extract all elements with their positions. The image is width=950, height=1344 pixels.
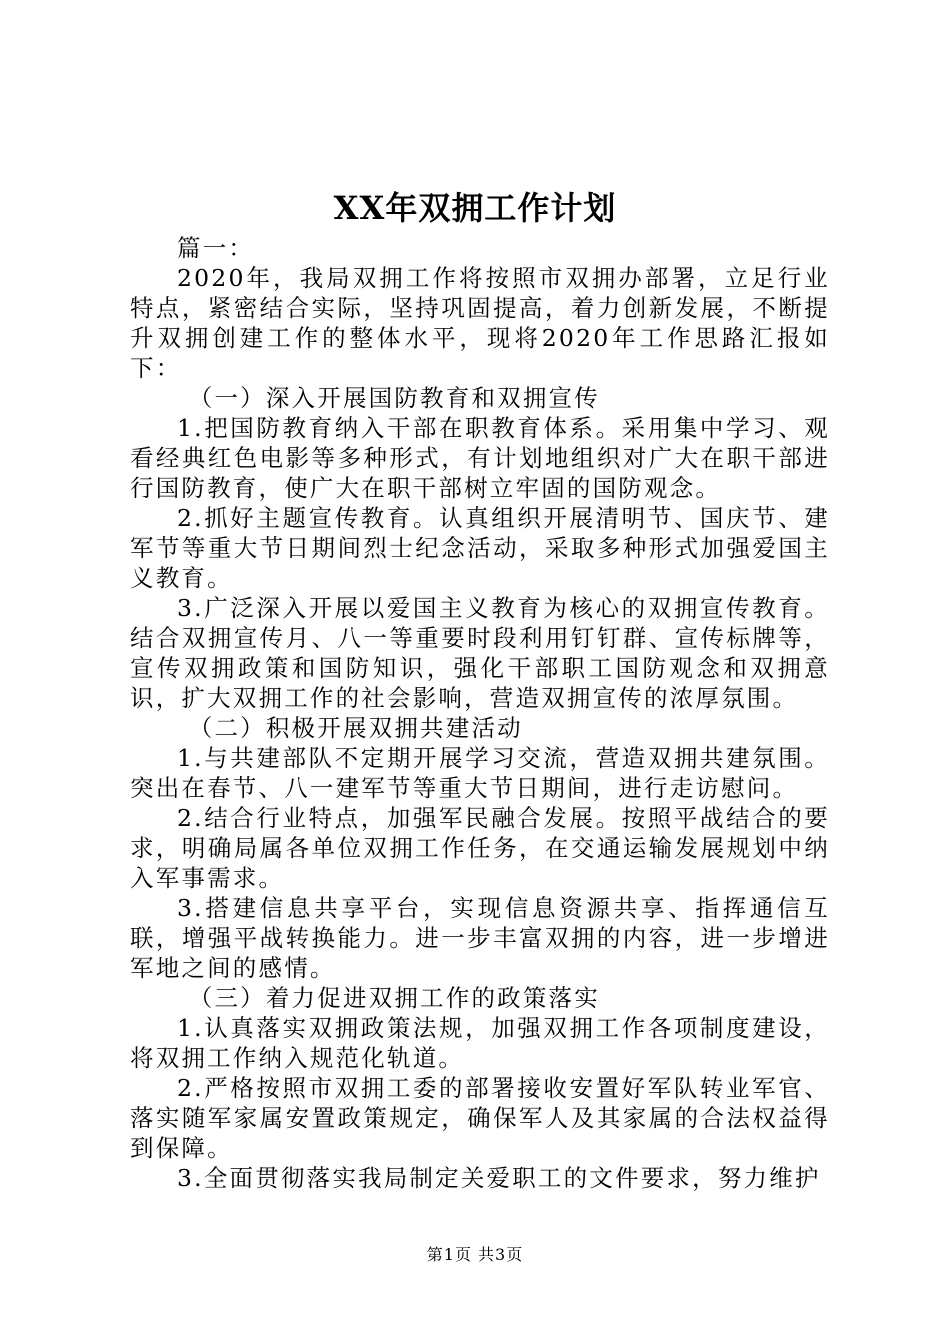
document-body xyxy=(130,233,830,1193)
paragraph: 3.搭建信息共享平台，实现信息资源共享、指挥通信互联，增强平战转换能力。进一步丰富双拥的内容，进一步增进军地之间的感情。 xyxy=(130,894,830,982)
paragraph: 2.结合行业特点，加强军民融合发展。按照平战结合的要求，明确局属各单位双拥工作任务，在交通运输发展规划中纳入军事需求。 xyxy=(130,804,830,892)
paragraph: 3.全面贯彻落实我局制定关爱职工的文件要求，努力维护 xyxy=(177,1164,821,1192)
section-heading: （三）着力促进双拥工作的政策落实 xyxy=(188,984,600,1012)
section-heading: （一）深入开展国防教育和双拥宣传 xyxy=(188,384,600,412)
page-footer: 第1页 共3页 xyxy=(426,1245,524,1264)
paragraph: 1.与共建部队不定期开展学习交流，营造双拥共建氛围。突出在春节、八一建军节等重大节日期间，进行走访慰问。 xyxy=(130,744,830,802)
paragraph: 2020年，我局双拥工作将按照市双拥办部署，立足行业特点，紧密结合实际，坚持巩固提高，着力创新发展，不断提升双拥创建工作的整体水平，现将2020年工作思路汇报如下： xyxy=(130,264,830,382)
paragraph: 2.严格按照市双拥工委的部署接收安置好军队转业军官、落实随军家属安置政策规定，确保军人及其家属的合法权益得到保障。 xyxy=(130,1074,830,1162)
paragraph: 1.把国防教育纳入干部在职教育体系。采用集中学习、观看经典红色电影等多种形式，有计划地组织对广大在职干部进行国防教育，使广大在职干部树立牢固的国防观念。 xyxy=(130,414,830,502)
paragraph: 篇一： xyxy=(177,234,255,262)
paragraph: 1.认真落实双拥政策法规，加强双拥工作各项制度建设，将双拥工作纳入规范化轨道。 xyxy=(130,1014,830,1072)
paragraph: 2.抓好主题宣传教育。认真组织开展清明节、国庆节、建军节等重大节日期间烈士纪念活动，采取多种形式加强爱国主义教育。 xyxy=(130,504,830,592)
document-title: XX年双拥工作计划 xyxy=(333,189,617,227)
section-heading: （二）积极开展双拥共建活动 xyxy=(188,714,523,742)
paragraph: 3.广泛深入开展以爱国主义教育为核心的双拥宣传教育。结合双拥宣传月、八一等重要时段利用钉钉群、宣传标牌等，宣传双拥政策和国防知识，强化干部职工国防观念和双拥意识，扩大双拥工作的社会影响，营造双拥宣传的浓厚氛围。 xyxy=(130,594,830,712)
